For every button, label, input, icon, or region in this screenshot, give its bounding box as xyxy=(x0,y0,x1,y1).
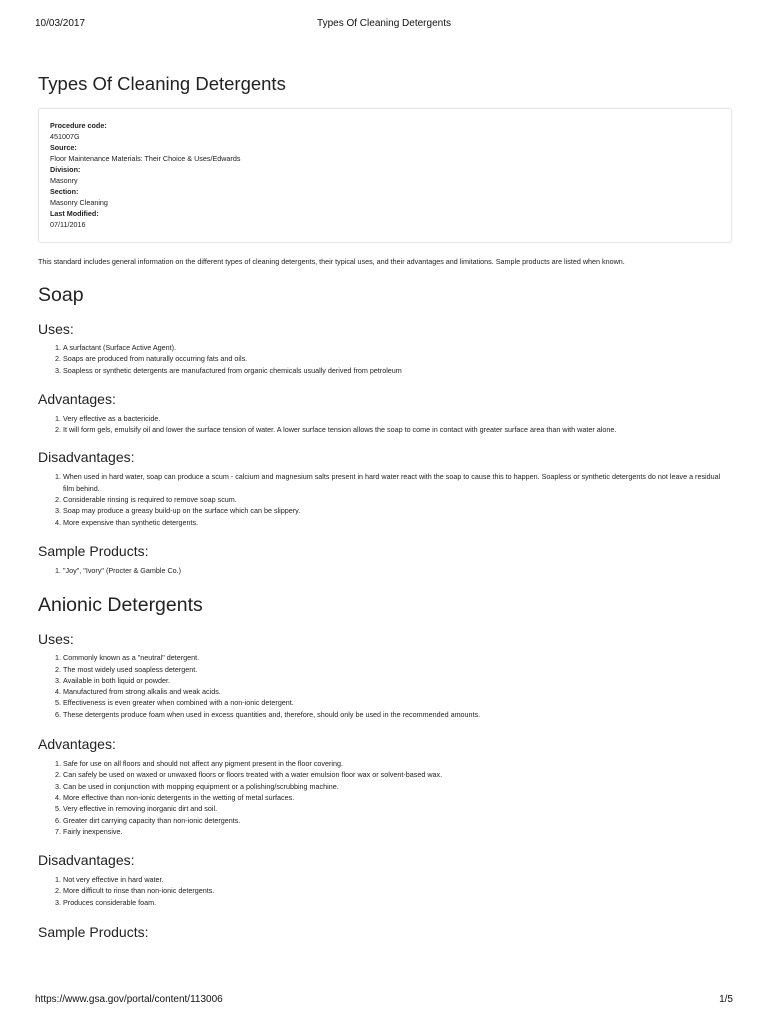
list-item: 6. These detergents produce foam when used in excess quantities and, therefore, should only be used in the recommended amounts. xyxy=(63,709,732,720)
source-label: Source: xyxy=(50,143,77,152)
page-title: Types Of Cleaning Detergents xyxy=(38,73,286,94)
sample-products-list xyxy=(38,565,732,576)
division-value: Masonry xyxy=(50,176,78,185)
page-number: 1/5 xyxy=(719,994,733,1005)
disadvantages-heading: Disadvantages: xyxy=(38,449,135,466)
list-item: 1. Commonly known as a "neutral" detergent. xyxy=(63,652,732,663)
section-title: Soap xyxy=(38,284,84,306)
uses-list xyxy=(38,342,732,376)
uses-heading: Uses: xyxy=(38,631,74,648)
intro-text: This standard includes general information on the different types of cleaning detergents, their typical uses, and their advantages and limitations. Sample products are listed when known. xyxy=(38,257,625,266)
list-item: 5. Effectiveness is even greater when combined with a non-ionic detergent. xyxy=(63,697,732,708)
list-item: 7. Fairly inexpensive. xyxy=(63,826,732,837)
division-label: Division: xyxy=(50,165,81,174)
advantages-heading: Advantages: xyxy=(38,390,116,407)
last-modified-value: 07/11/2016 xyxy=(50,220,86,229)
sample-products-heading: Sample Products: xyxy=(38,924,149,941)
uses-list xyxy=(38,652,732,720)
list-item: 1. Very effective as a bactericide. xyxy=(63,413,732,424)
page-content xyxy=(38,70,732,941)
page-url: https://www.gsa.gov/portal/content/113006 xyxy=(35,994,223,1005)
uses-heading: Uses: xyxy=(38,321,74,337)
list-item: 1. A surfactant (Surface Active Agent). xyxy=(63,342,732,353)
procedure-code-label: Procedure code: xyxy=(50,121,107,130)
list-item: 4. Manufactured from strong alkalis and weak acids. xyxy=(63,686,732,697)
list-item: 2. More difficult to rinse than non-ionic detergents. xyxy=(63,885,732,896)
sample-products-heading: Sample Products: xyxy=(38,542,149,559)
print-footer xyxy=(35,994,733,1008)
list-item: 5. Very effective in removing inorganic dirt and soil. xyxy=(63,803,732,814)
list-item: 3. Soap may produce a greasy build-up on the surface which can be slippery. xyxy=(63,505,732,516)
section-value: Masonry Cleaning xyxy=(50,198,108,207)
list-item: 3. Produces considerable foam. xyxy=(63,897,732,908)
last-modified-label: Last Modified: xyxy=(50,209,99,218)
list-item: 1. "Joy", "Ivory" (Procter & Gamble Co.) xyxy=(63,565,732,576)
section-soap xyxy=(38,282,732,576)
disadvantages-heading: Disadvantages: xyxy=(38,852,135,869)
list-item: 1. Not very effective in hard water. xyxy=(63,874,732,885)
procedure-meta-box xyxy=(38,108,732,243)
list-item: 4. More effective than non-ionic detergents in the wetting of metal surfaces. xyxy=(63,792,732,803)
list-item: 3. Can be used in conjunction with mopping equipment or a polishing/scrubbing machine. xyxy=(63,781,732,792)
section-anionic-detergents xyxy=(38,592,732,941)
disadvantages-list xyxy=(38,874,732,908)
list-item: 6. Greater dirt carrying capacity than non-ionic detergents. xyxy=(63,815,732,826)
procedure-code-value: 451007G xyxy=(50,132,80,141)
list-item: 2. The most widely used soapless detergent. xyxy=(63,664,732,675)
advantages-heading: Advantages: xyxy=(38,736,116,753)
advantages-list xyxy=(38,413,732,436)
list-item: 3. Soapless or synthetic detergents are manufactured from organic chemicals usually derived from petroleum xyxy=(63,365,732,376)
list-item: 1. Safe for use on all floors and should not affect any pigment present in the floor covering. xyxy=(63,758,732,769)
list-item: 4. More expensive than synthetic detergents. xyxy=(63,517,732,528)
list-item: 2. Can safely be used on waxed or unwaxed floors or floors treated with a water emulsion floor wax or solvent-based wax. xyxy=(63,769,732,780)
section-label: Section: xyxy=(50,187,79,196)
print-header xyxy=(35,18,733,32)
list-item: 2. Soaps are produced from naturally occurring fats and oils. xyxy=(63,353,732,364)
list-item: 1. When used in hard water, soap can produce a scum - calcium and magnesium salts present in hard water react with the soap to cause this to happen. Soapless or synthetic detergents do not leave a residual film behind. xyxy=(63,471,732,494)
list-item: 2. It will form gels, emulsify oil and lower the surface tension of water. A lower surface tension allows the soap to come in contact with greater surface area than with water alone. xyxy=(63,424,732,435)
print-title: Types Of Cleaning Detergents xyxy=(317,18,451,29)
source-value: Floor Maintenance Materials: Their Choice & Uses/Edwards xyxy=(50,154,241,163)
print-date: 10/03/2017 xyxy=(35,18,86,29)
disadvantages-list xyxy=(38,471,732,527)
list-item: 2. Considerable rinsing is required to remove soap scum. xyxy=(63,494,732,505)
section-title: Anionic Detergents xyxy=(38,594,203,617)
list-item: 3. Available in both liquid or powder. xyxy=(63,675,732,686)
advantages-list xyxy=(38,758,732,837)
